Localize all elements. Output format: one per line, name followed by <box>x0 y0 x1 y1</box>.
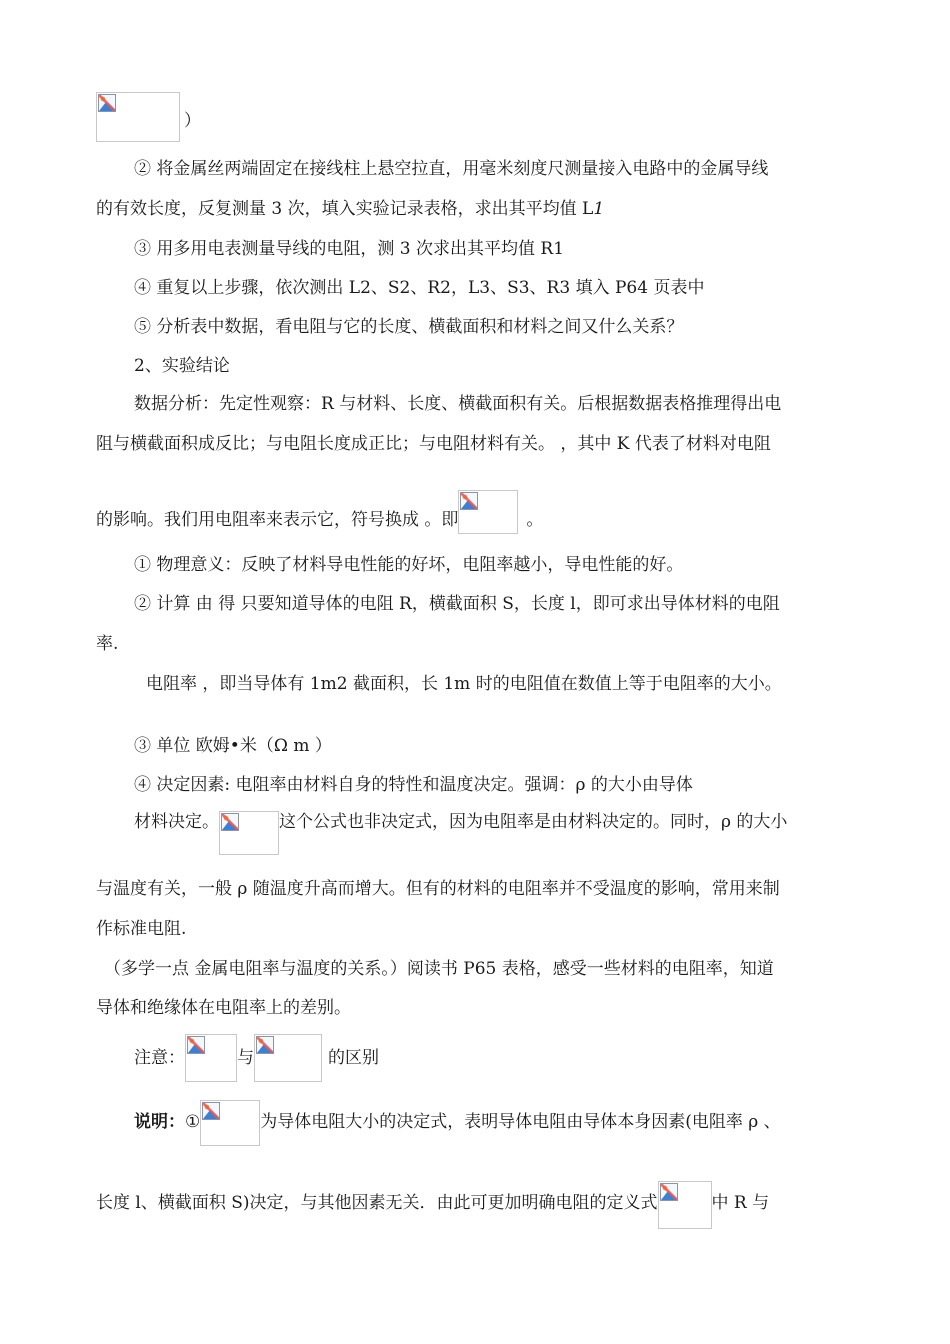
text-span: 中 R 与 <box>711 1193 770 1213</box>
close-paren: ） <box>184 110 201 131</box>
text-span: 的区别 <box>328 1048 379 1068</box>
text-line: ③ 单位 欧姆•米（Ω m ） <box>134 736 332 756</box>
broken-image-icon <box>221 813 239 831</box>
formula-image <box>458 490 518 534</box>
text-line <box>96 1181 858 1229</box>
broken-image-icon <box>256 1036 274 1054</box>
text-span: 注意： <box>134 1048 185 1068</box>
text-line: （多学一点 金属电阻率与温度的关系。）阅读书 P65 表格，感受一些材料的电阻率，知道 <box>104 959 774 979</box>
text-span: 长度 l、横截面积 S)决定，与其他因素无关．由此可更加明确电阻的定义式 <box>96 1193 658 1213</box>
section-heading: 2、实验结论 <box>134 356 230 376</box>
broken-image-icon <box>660 1183 678 1201</box>
text-span: 的有效长度，反复测量 3 次，填入实验记录表格，求出其平均值 L <box>96 199 594 219</box>
text-line: 作标准电阻. <box>96 919 187 939</box>
text-line: 数据分析：先定性观察：R 与材料、长度、横截面积有关。后根据数据表格推理得出电 <box>134 394 782 414</box>
text-line: ③ 用多用电表测量导线的电阻，测 3 次求出其平均值 R1 <box>134 239 565 259</box>
text-span: ① <box>185 1112 201 1132</box>
formula-image <box>658 1181 712 1229</box>
broken-image-icon <box>202 1102 220 1120</box>
text-span: 为导体电阻大小的决定式，表明导体电阻由导体本身因素(电阻率 ρ 、 <box>260 1112 781 1132</box>
text-line: 与温度有关，一般 ρ 随温度升高而增大。但有的材料的电阻率并不受温度的影响，常用来制 <box>96 879 780 899</box>
text-line <box>96 197 858 221</box>
formula-image <box>200 1100 260 1146</box>
text-line <box>134 1100 858 1146</box>
text-line <box>134 1034 858 1082</box>
text-line: 导体和绝缘体在电阻率上的差别。 <box>96 998 351 1018</box>
text-line: ② 将金属丝两端固定在接线柱上悬空拉直，用毫米刻度尺测量接入电路中的金属导线 <box>134 159 769 179</box>
text-line <box>134 813 858 855</box>
bold-label: 说明： <box>134 1112 185 1132</box>
broken-image-icon <box>98 94 116 112</box>
text-span: 。 <box>526 509 544 530</box>
formula-image <box>254 1034 322 1082</box>
broken-image-icon <box>187 1036 205 1054</box>
text-line: ② 计算 由 得 只要知道导体的电阻 R，横截面积 S，长度 l，即可求出导体材料的电阻 <box>134 594 780 614</box>
formula-image <box>96 92 180 142</box>
text-line <box>96 92 858 142</box>
text-span: 的影响。我们用电阻率来表示它，符号换成 。即 <box>96 509 459 530</box>
text-span: 这个公式也非决定式，因为电阻率是由材料决定的。同时，ρ 的大小 <box>279 812 788 832</box>
formula-image <box>219 811 279 855</box>
text-span: 材料决定。 <box>134 812 219 832</box>
formula-image <box>185 1034 237 1082</box>
text-line: ④ 决定因素: 电阻率由材料自身的特性和温度决定。强调：ρ 的大小由导体 <box>134 775 693 795</box>
text-span: 与 <box>237 1048 254 1068</box>
broken-image-icon <box>460 492 478 510</box>
text-line: ① 物理意义：反映了材料导电性能的好坏，电阻率越小，导电性能的好。 <box>134 555 684 575</box>
text-line: 率. <box>96 634 119 654</box>
text-line <box>96 490 858 534</box>
italic-subscript: 1 <box>593 199 605 219</box>
text-line: ⑤ 分析表中数据，看电阻与它的长度、横截面积和材料之间又什么关系？ <box>134 317 684 337</box>
text-line: 阻与横截面积成反比；与电阻长度成正比；与电阻材料有关。 ，其中 K 代表了材料对电阻 <box>96 434 771 454</box>
text-line: 电阻率 ，即当导体有 1m2 截面积，长 1m 时的电阻值在数值上等于电阻率的大小。 <box>146 674 782 694</box>
text-line: ④ 重复以上步骤，依次测出 L2、S2、R2，L3、S3、R3 填入 P64 页表中 <box>134 278 705 298</box>
